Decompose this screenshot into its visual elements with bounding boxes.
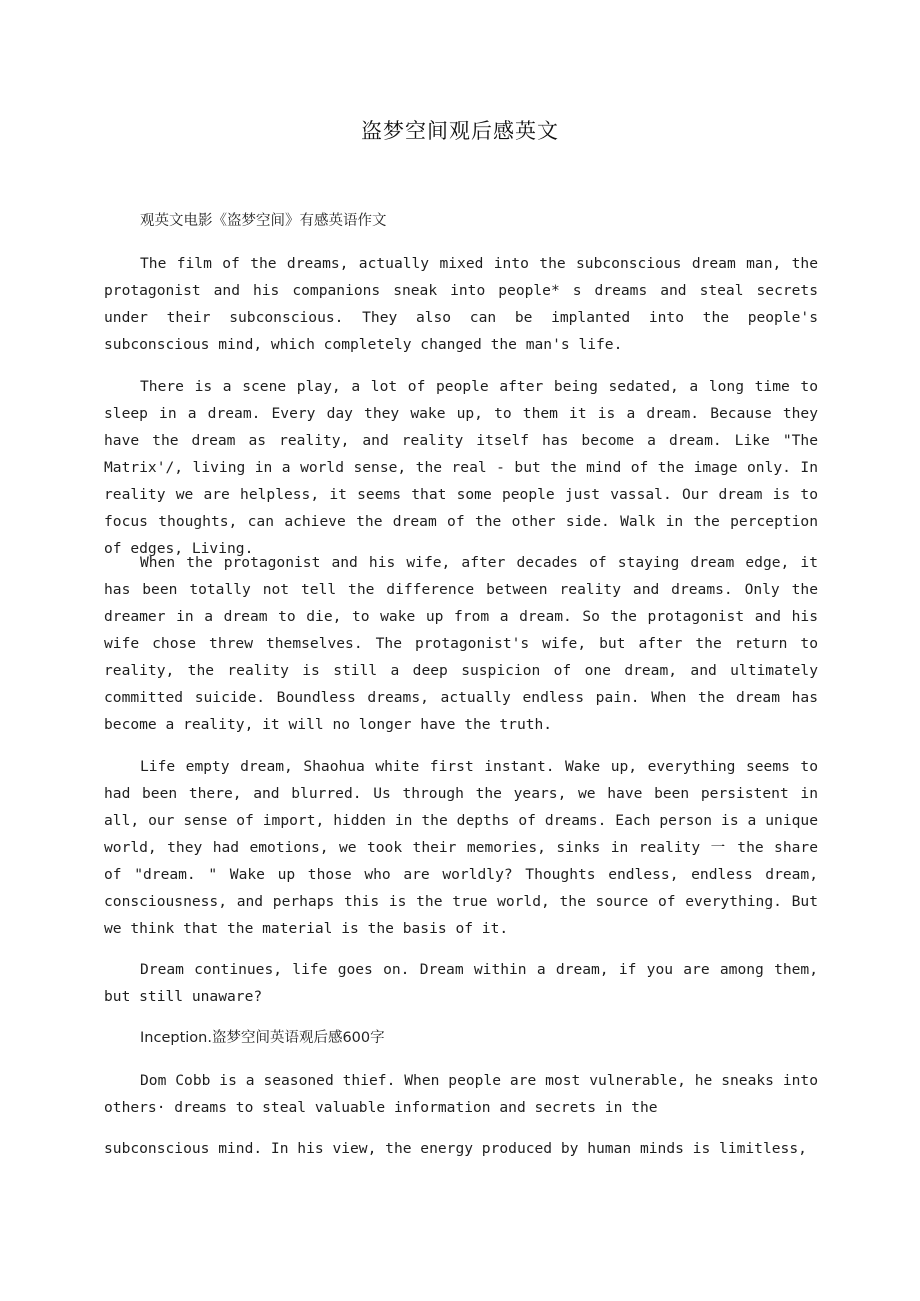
document-title: 盗梦空间观后感英文 bbox=[361, 119, 559, 143]
body-paragraph: Dream continues, life goes on. Dream within a dream, if you are among them, but still unaware? bbox=[104, 961, 818, 1005]
body-paragraph: The film of the dreams, actually mixed into the subconscious dream man, the protagonist and his companions sneak into people* s dreams and steal secrets under their subconscious. They also can be implanted into the people's subconscious mind, which completely changed the man's life. bbox=[104, 255, 818, 353]
second-essay-subtitle: Inception.盗梦空间英语观后感600字 bbox=[140, 1030, 385, 1046]
body-paragraph: There is a scene play, a lot of people after being sedated, a long time to sleep in a dream. Every day they wake up, to them it is a dream. Because they have the dream as reality, and reality itself has become a dream. Like "The Matrix'/, living in a world sense, the real - but the mind of the image only. In reality we are helpless, it seems that some people just vassal. Our dream is to focus thoughts, can achieve the dream of the other side. Walk in the perception of edges, Living. bbox=[104, 378, 818, 557]
body-paragraph: Life empty dream, Shaohua white first instant. Wake up, everything seems to had been there, and blurred. Us through the years, we have been persistent in all, our sense of import, hidden in the depths of dreams. Each person is a unique world, they had emotions, we took their memories, sinks in reality 一 the share of "dream. " Wake up those who are worldly? Thoughts endless, endless dream, consciousness, and perhaps this is the true world, the source of everything. But we think that the material is the basis of it. bbox=[104, 758, 818, 937]
body-paragraph: Dom Cobb is a seasoned thief. When people are most vulnerable, he sneaks into others· dreams to steal valuable information and secrets in the bbox=[104, 1072, 818, 1116]
body-paragraph: When the protagonist and his wife, after decades of staying dream edge, it has been totally not tell the difference between reality and dreams. Only the dreamer in a dream to die, to wake up from a dream. So the protagonist and his wife chose threw themselves. The protagonist's wife, but after the return to reality, the reality is still a deep suspicion of one dream, and ultimately committed suicide. Boundless dreams, actually endless pain. When the dream has become a reality, it will no longer have the truth. bbox=[104, 554, 818, 733]
body-paragraph-continuation: subconscious mind. In his view, the energy produced by human minds is limitless, bbox=[104, 1140, 807, 1157]
essay-subtitle: 观英文电影《盗梦空间》有感英语作文 bbox=[140, 213, 387, 229]
